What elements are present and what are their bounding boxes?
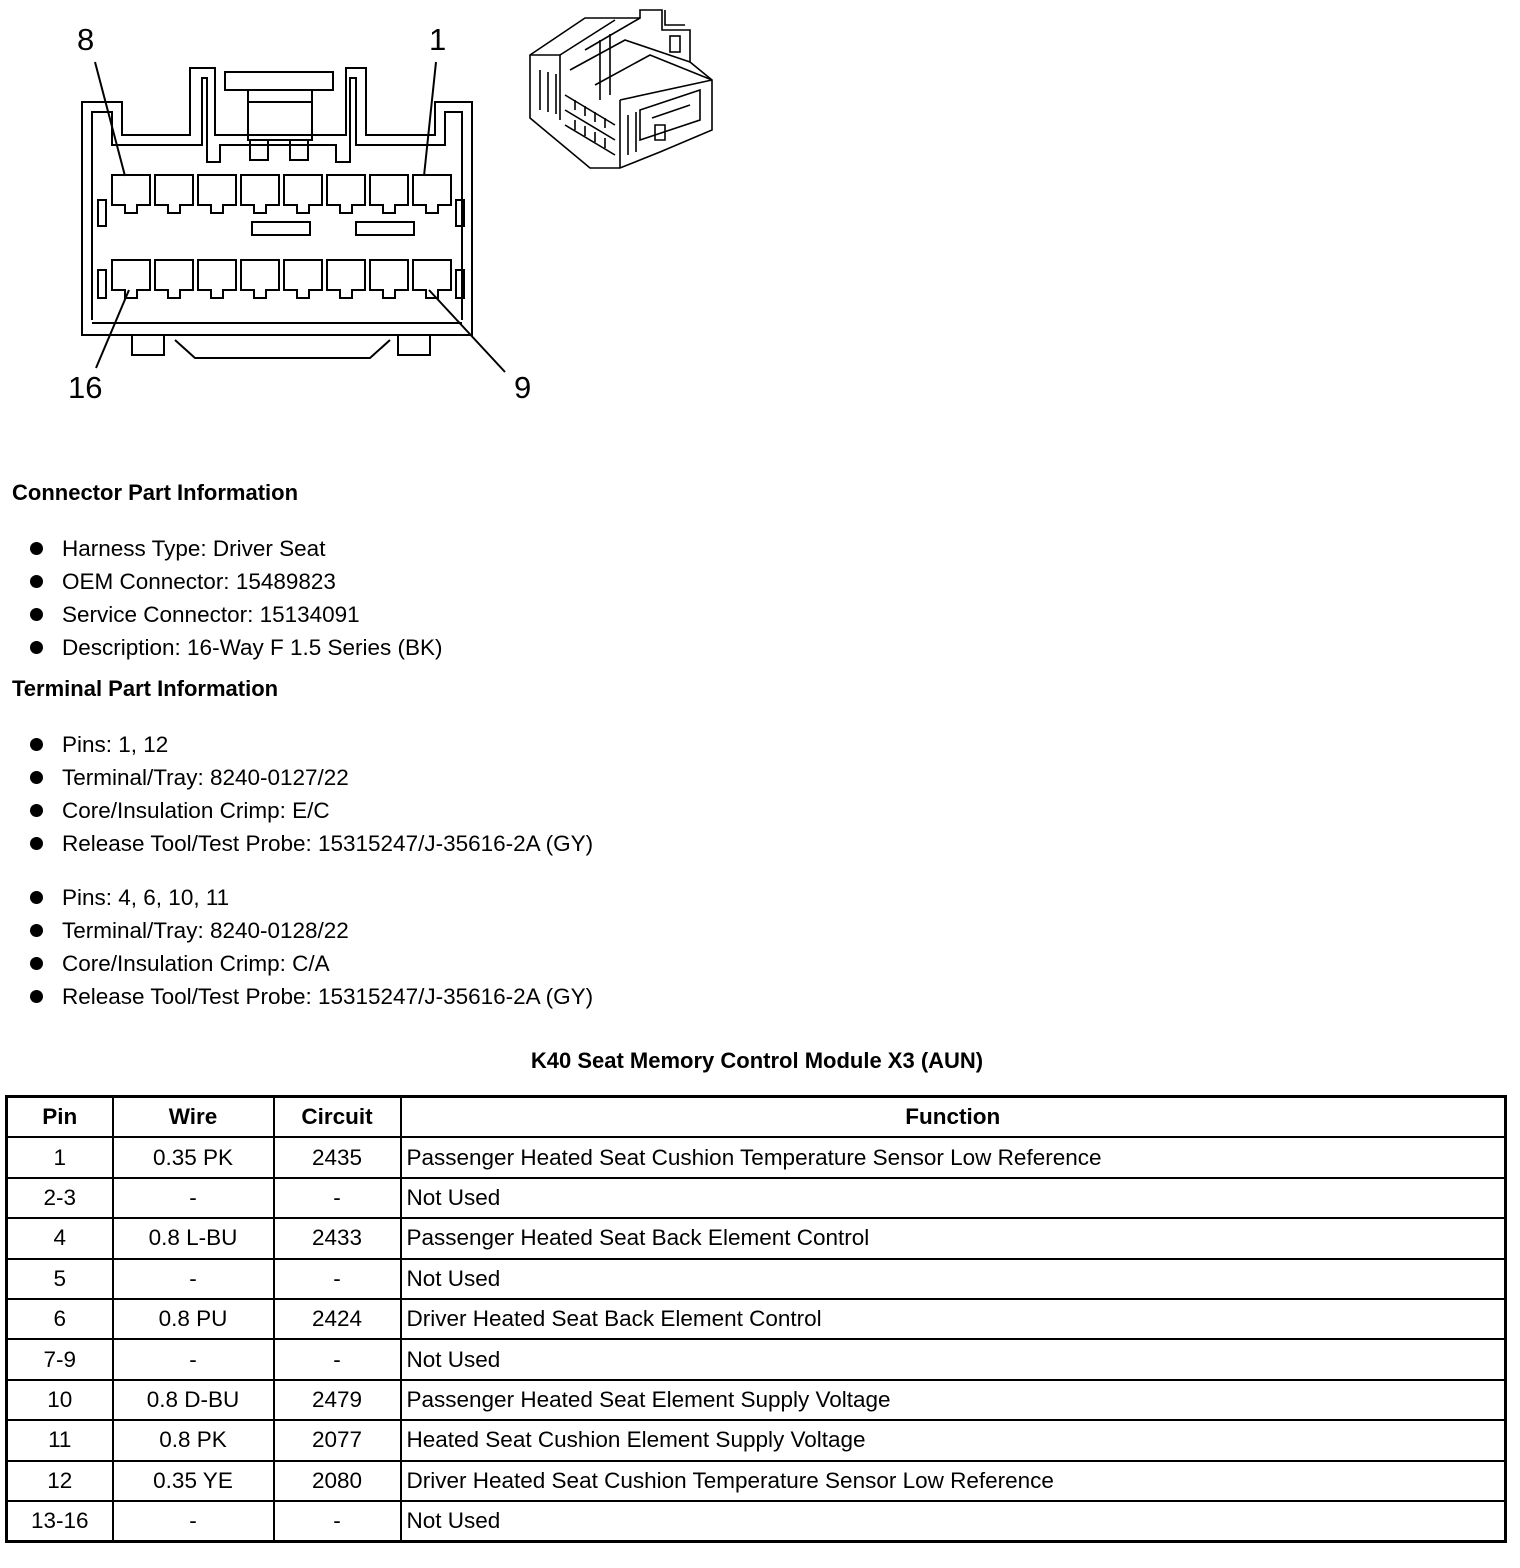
wire-cell: 0.35 PK bbox=[113, 1137, 274, 1177]
pin-cell: 12 bbox=[7, 1461, 113, 1501]
terminal-group-2-list bbox=[28, 881, 593, 1013]
pin-cell: 6 bbox=[7, 1299, 113, 1339]
list-item: OEM Connector: 15489823 bbox=[28, 565, 443, 598]
pin-label-1: 1 bbox=[429, 22, 447, 57]
table-row bbox=[7, 1420, 1506, 1460]
circuit-cell: 2433 bbox=[274, 1218, 401, 1258]
table-row bbox=[7, 1501, 1506, 1542]
pinout-table bbox=[5, 1095, 1507, 1543]
connector-diagram bbox=[0, 0, 760, 420]
bullet-icon bbox=[30, 891, 43, 904]
list-item: Pins: 1, 12 bbox=[28, 728, 593, 761]
wire-cell: - bbox=[113, 1178, 274, 1218]
function-cell: Not Used bbox=[401, 1178, 1506, 1218]
function-cell: Passenger Heated Seat Back Element Control bbox=[401, 1218, 1506, 1258]
bullet-icon bbox=[30, 837, 43, 850]
circuit-cell: 2479 bbox=[274, 1380, 401, 1420]
table-header-row bbox=[7, 1097, 1506, 1138]
bullet-icon bbox=[30, 990, 43, 1003]
circuit-cell: - bbox=[274, 1339, 401, 1379]
wire-cell: - bbox=[113, 1501, 274, 1542]
circuit-cell: 2424 bbox=[274, 1299, 401, 1339]
bullet-icon bbox=[30, 575, 43, 588]
column-header-function: Function bbox=[401, 1097, 1506, 1138]
table-row bbox=[7, 1339, 1506, 1379]
pin-cell: 4 bbox=[7, 1218, 113, 1258]
wire-cell: 0.35 YE bbox=[113, 1461, 274, 1501]
connector-part-info-list bbox=[28, 532, 443, 664]
pin-label-9: 9 bbox=[514, 370, 532, 405]
wire-cell: 0.8 D-BU bbox=[113, 1380, 274, 1420]
wire-cell: 0.8 PK bbox=[113, 1420, 274, 1460]
list-item: Core/Insulation Crimp: C/A bbox=[28, 947, 593, 980]
circuit-cell: - bbox=[274, 1178, 401, 1218]
pin-cell: 2-3 bbox=[7, 1178, 113, 1218]
function-cell: Driver Heated Seat Back Element Control bbox=[401, 1299, 1506, 1339]
wire-cell: 0.8 L-BU bbox=[113, 1218, 274, 1258]
bullet-icon bbox=[30, 608, 43, 621]
list-item: Terminal/Tray: 8240-0127/22 bbox=[28, 761, 593, 794]
circuit-cell: - bbox=[274, 1501, 401, 1542]
bullet-icon bbox=[30, 542, 43, 555]
function-cell: Passenger Heated Seat Element Supply Voltage bbox=[401, 1380, 1506, 1420]
pin-cell: 11 bbox=[7, 1420, 113, 1460]
pin-cell: 10 bbox=[7, 1380, 113, 1420]
table-row bbox=[7, 1178, 1506, 1218]
circuit-cell: - bbox=[274, 1259, 401, 1299]
terminal-group-1-list bbox=[28, 728, 593, 860]
wire-cell: - bbox=[113, 1259, 274, 1299]
function-cell: Driver Heated Seat Cushion Temperature Sensor Low Reference bbox=[401, 1461, 1506, 1501]
circuit-cell: 2077 bbox=[274, 1420, 401, 1460]
column-header-circuit: Circuit bbox=[274, 1097, 401, 1138]
table-row bbox=[7, 1137, 1506, 1177]
list-item: Core/Insulation Crimp: E/C bbox=[28, 794, 593, 827]
list-item: Pins: 4, 6, 10, 11 bbox=[28, 881, 593, 914]
function-cell: Passenger Heated Seat Cushion Temperature Sensor Low Reference bbox=[401, 1137, 1506, 1177]
table-title: K40 Seat Memory Control Module X3 (AUN) bbox=[530, 1048, 984, 1073]
list-item: Harness Type: Driver Seat bbox=[28, 532, 443, 565]
bullet-icon bbox=[30, 957, 43, 970]
circuit-cell: 2435 bbox=[274, 1137, 401, 1177]
list-item: Terminal/Tray: 8240-0128/22 bbox=[28, 914, 593, 947]
list-item: Description: 16-Way F 1.5 Series (BK) bbox=[28, 631, 443, 664]
bullet-icon bbox=[30, 804, 43, 817]
column-header-pin: Pin bbox=[7, 1097, 113, 1138]
bullet-icon bbox=[30, 738, 43, 751]
function-cell: Not Used bbox=[401, 1501, 1506, 1542]
table-row bbox=[7, 1461, 1506, 1501]
function-cell: Not Used bbox=[401, 1339, 1506, 1379]
table-row bbox=[7, 1380, 1506, 1420]
list-item: Release Tool/Test Probe: 15315247/J-35616-2A (GY) bbox=[28, 827, 593, 860]
column-header-wire: Wire bbox=[113, 1097, 274, 1138]
list-item: Release Tool/Test Probe: 15315247/J-35616-2A (GY) bbox=[28, 980, 593, 1013]
connector-part-info-heading: Connector Part Information bbox=[12, 480, 299, 505]
function-cell: Not Used bbox=[401, 1259, 1506, 1299]
table-row bbox=[7, 1299, 1506, 1339]
pin-cell: 7-9 bbox=[7, 1339, 113, 1379]
pin-cell: 13-16 bbox=[7, 1501, 113, 1542]
bullet-icon bbox=[30, 641, 43, 654]
terminal-part-info-heading: Terminal Part Information bbox=[12, 676, 279, 701]
circuit-cell: 2080 bbox=[274, 1461, 401, 1501]
table-row bbox=[7, 1259, 1506, 1299]
table-row bbox=[7, 1218, 1506, 1258]
bullet-icon bbox=[30, 771, 43, 784]
wire-cell: 0.8 PU bbox=[113, 1299, 274, 1339]
wire-cell: - bbox=[113, 1339, 274, 1379]
list-item: Service Connector: 15134091 bbox=[28, 598, 443, 631]
pin-cell: 5 bbox=[7, 1259, 113, 1299]
connector-face-drawing bbox=[0, 0, 760, 420]
bullet-icon bbox=[30, 924, 43, 937]
pin-cell: 1 bbox=[7, 1137, 113, 1177]
function-cell: Heated Seat Cushion Element Supply Voltage bbox=[401, 1420, 1506, 1460]
pin-label-16: 16 bbox=[68, 370, 103, 405]
pin-label-8: 8 bbox=[77, 22, 95, 57]
